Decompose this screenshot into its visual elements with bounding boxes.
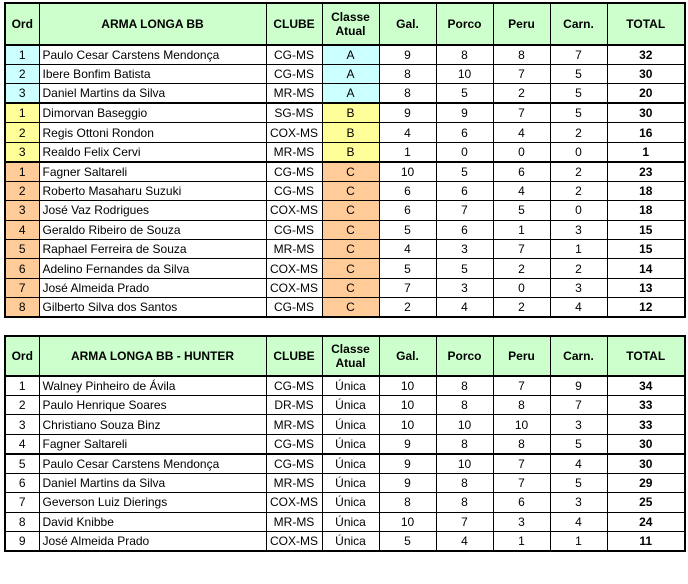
cell-ord: 8: [5, 512, 39, 531]
cell-classe: A: [322, 65, 379, 84]
cell-total: 30: [607, 103, 685, 123]
table-row: [5, 454, 685, 474]
cell-gal: 8: [379, 493, 436, 512]
table-row: [5, 162, 685, 182]
cell-clube: MR-MS: [266, 473, 322, 492]
cell-clube: CG-MS: [266, 434, 322, 454]
cell-carn: 7: [550, 45, 607, 65]
cell-carn: 2: [550, 259, 607, 278]
cell-peru: 6: [493, 493, 550, 512]
cell-gal: 7: [379, 278, 436, 297]
cell-peru: 0: [493, 278, 550, 297]
cell-classe: Única: [322, 493, 379, 512]
cell-carn: 5: [550, 473, 607, 492]
header-classe: Classe Atual: [322, 3, 379, 45]
cell-gal: 5: [379, 531, 436, 551]
arma-longa-bb-hunter-table: [4, 335, 686, 552]
cell-name: Roberto Masaharu Suzuki: [39, 181, 266, 200]
cell-classe: Única: [322, 396, 379, 415]
cell-gal: 4: [379, 123, 436, 142]
cell-gal: 5: [379, 259, 436, 278]
cell-ord: 2: [5, 65, 39, 84]
cell-peru: 0: [493, 142, 550, 162]
cell-gal: 10: [379, 415, 436, 434]
cell-clube: MR-MS: [266, 84, 322, 104]
table-row: [5, 415, 685, 434]
cell-classe: C: [322, 220, 379, 239]
cell-name: David Knibbe: [39, 512, 266, 531]
cell-carn: 2: [550, 181, 607, 200]
cell-porco: 10: [436, 454, 493, 474]
cell-porco: 6: [436, 123, 493, 142]
cell-ord: 2: [5, 396, 39, 415]
table-row: [5, 201, 685, 220]
cell-gal: 8: [379, 65, 436, 84]
cell-carn: 5: [550, 103, 607, 123]
cell-peru: 6: [493, 162, 550, 182]
cell-peru: 2: [493, 84, 550, 104]
header-total: TOTAL: [607, 336, 685, 376]
cell-peru: 7: [493, 239, 550, 258]
cell-gal: 1: [379, 142, 436, 162]
cell-classe: Única: [322, 512, 379, 531]
cell-name: Realdo Felix Cervi: [39, 142, 266, 162]
table-row: [5, 434, 685, 454]
table-row: [5, 259, 685, 278]
cell-clube: COX-MS: [266, 201, 322, 220]
cell-porco: 7: [436, 201, 493, 220]
table-row: [5, 278, 685, 297]
cell-total: 30: [607, 434, 685, 454]
cell-porco: 6: [436, 220, 493, 239]
cell-total: 33: [607, 415, 685, 434]
cell-gal: 6: [379, 181, 436, 200]
cell-porco: 8: [436, 45, 493, 65]
cell-clube: COX-MS: [266, 531, 322, 551]
cell-ord: 7: [5, 278, 39, 297]
cell-total: 30: [607, 65, 685, 84]
table-row: [5, 396, 685, 415]
cell-peru: 1: [493, 531, 550, 551]
cell-carn: 1: [550, 531, 607, 551]
cell-ord: 6: [5, 473, 39, 492]
cell-peru: 5: [493, 201, 550, 220]
cell-gal: 10: [379, 512, 436, 531]
cell-total: 15: [607, 220, 685, 239]
table-row: [5, 142, 685, 162]
cell-total: 32: [607, 45, 685, 65]
cell-ord: 8: [5, 298, 39, 318]
cell-carn: 9: [550, 376, 607, 396]
cell-carn: 3: [550, 220, 607, 239]
cell-total: 34: [607, 376, 685, 396]
cell-total: 15: [607, 239, 685, 258]
cell-carn: 5: [550, 84, 607, 104]
cell-carn: 0: [550, 142, 607, 162]
cell-total: 33: [607, 396, 685, 415]
cell-ord: 3: [5, 415, 39, 434]
header-gal: Gal.: [379, 336, 436, 376]
cell-name: Fagner Saltareli: [39, 434, 266, 454]
cell-gal: 6: [379, 201, 436, 220]
cell-porco: 3: [436, 278, 493, 297]
cell-classe: Única: [322, 434, 379, 454]
table-row: [5, 45, 685, 65]
header-porco: Porco: [436, 3, 493, 45]
cell-name: Gilberto Silva dos Santos: [39, 298, 266, 318]
cell-peru: 7: [493, 454, 550, 474]
cell-classe: C: [322, 239, 379, 258]
cell-total: 1: [607, 142, 685, 162]
cell-name: Raphael Ferreira de Souza: [39, 239, 266, 258]
cell-total: 13: [607, 278, 685, 297]
cell-total: 11: [607, 531, 685, 551]
cell-carn: 7: [550, 396, 607, 415]
table-row: [5, 239, 685, 258]
cell-clube: DR-MS: [266, 396, 322, 415]
cell-peru: 10: [493, 415, 550, 434]
header-porco: Porco: [436, 336, 493, 376]
cell-carn: 4: [550, 454, 607, 474]
cell-porco: 8: [436, 434, 493, 454]
cell-ord: 1: [5, 162, 39, 182]
cell-classe: C: [322, 162, 379, 182]
cell-peru: 7: [493, 65, 550, 84]
cell-total: 18: [607, 201, 685, 220]
cell-carn: 2: [550, 162, 607, 182]
header-classe: Classe Atual: [322, 336, 379, 376]
cell-gal: 5: [379, 220, 436, 239]
cell-total: 23: [607, 162, 685, 182]
cell-clube: CG-MS: [266, 45, 322, 65]
cell-total: 14: [607, 259, 685, 278]
header-clube: CLUBE: [266, 336, 322, 376]
cell-carn: 2: [550, 123, 607, 142]
cell-total: 12: [607, 298, 685, 318]
header-carn: Carn.: [550, 336, 607, 376]
cell-carn: 1: [550, 239, 607, 258]
cell-ord: 1: [5, 376, 39, 396]
cell-porco: 10: [436, 65, 493, 84]
cell-classe: B: [322, 103, 379, 123]
cell-porco: 4: [436, 298, 493, 318]
cell-porco: 5: [436, 162, 493, 182]
header-peru: Peru: [493, 336, 550, 376]
cell-porco: 6: [436, 181, 493, 200]
cell-name: Adelino Fernandes da Silva: [39, 259, 266, 278]
header-clube: CLUBE: [266, 3, 322, 45]
cell-gal: 10: [379, 396, 436, 415]
table-row: [5, 531, 685, 551]
cell-classe: C: [322, 201, 379, 220]
cell-classe: C: [322, 181, 379, 200]
cell-clube: MR-MS: [266, 512, 322, 531]
cell-clube: CG-MS: [266, 298, 322, 318]
cell-classe: A: [322, 84, 379, 104]
cell-clube: COX-MS: [266, 278, 322, 297]
table-row: [5, 493, 685, 512]
cell-porco: 8: [436, 396, 493, 415]
cell-total: 30: [607, 454, 685, 474]
cell-name: Dimorvan Baseggio: [39, 103, 266, 123]
table-row: [5, 181, 685, 200]
cell-carn: 4: [550, 512, 607, 531]
cell-carn: 3: [550, 415, 607, 434]
cell-porco: 10: [436, 415, 493, 434]
cell-porco: 8: [436, 493, 493, 512]
table-header-row: [5, 3, 685, 45]
cell-total: 24: [607, 512, 685, 531]
header-total: TOTAL: [607, 3, 685, 45]
cell-classe: B: [322, 123, 379, 142]
cell-carn: 3: [550, 493, 607, 512]
cell-classe: C: [322, 278, 379, 297]
cell-ord: 1: [5, 45, 39, 65]
cell-gal: 10: [379, 162, 436, 182]
cell-peru: 2: [493, 298, 550, 318]
cell-peru: 8: [493, 396, 550, 415]
table-row: [5, 298, 685, 318]
cell-clube: MR-MS: [266, 415, 322, 434]
cell-ord: 3: [5, 84, 39, 104]
cell-name: Geverson Luiz Dierings: [39, 493, 266, 512]
cell-porco: 8: [436, 376, 493, 396]
cell-peru: 1: [493, 220, 550, 239]
cell-clube: COX-MS: [266, 259, 322, 278]
cell-gal: 2: [379, 298, 436, 318]
cell-name: José Almeida Prado: [39, 531, 266, 551]
cell-carn: 5: [550, 65, 607, 84]
cell-total: 18: [607, 181, 685, 200]
cell-peru: 4: [493, 181, 550, 200]
cell-clube: CG-MS: [266, 220, 322, 239]
cell-total: 25: [607, 493, 685, 512]
cell-gal: 9: [379, 45, 436, 65]
cell-peru: 7: [493, 376, 550, 396]
cell-classe: Única: [322, 531, 379, 551]
cell-ord: 2: [5, 123, 39, 142]
cell-carn: 0: [550, 201, 607, 220]
cell-name: Paulo Henrique Soares: [39, 396, 266, 415]
cell-gal: 9: [379, 454, 436, 474]
cell-total: 29: [607, 473, 685, 492]
cell-gal: 8: [379, 84, 436, 104]
cell-gal: 4: [379, 239, 436, 258]
cell-porco: 5: [436, 84, 493, 104]
table-header-row: [5, 336, 685, 376]
cell-ord: 4: [5, 434, 39, 454]
cell-porco: 8: [436, 473, 493, 492]
cell-gal: 9: [379, 473, 436, 492]
cell-clube: MR-MS: [266, 239, 322, 258]
table-row: [5, 376, 685, 396]
cell-total: 20: [607, 84, 685, 104]
cell-ord: 3: [5, 142, 39, 162]
table-row: [5, 220, 685, 239]
cell-name: Geraldo Ribeiro de Souza: [39, 220, 266, 239]
cell-classe: Única: [322, 454, 379, 474]
cell-clube: MR-MS: [266, 142, 322, 162]
cell-name: Christiano Souza Binz: [39, 415, 266, 434]
cell-peru: 7: [493, 103, 550, 123]
header-name: ARMA LONGA BB: [39, 3, 266, 45]
cell-gal: 9: [379, 103, 436, 123]
cell-ord: 4: [5, 220, 39, 239]
header-peru: Peru: [493, 3, 550, 45]
arma-longa-bb-table: [4, 2, 686, 318]
cell-classe: Única: [322, 473, 379, 492]
table-row: [5, 512, 685, 531]
cell-peru: 8: [493, 434, 550, 454]
cell-name: Daniel Martins da Silva: [39, 473, 266, 492]
cell-classe: C: [322, 298, 379, 318]
cell-peru: 2: [493, 259, 550, 278]
header-ord: Ord: [5, 336, 39, 376]
cell-porco: 5: [436, 259, 493, 278]
cell-total: 16: [607, 123, 685, 142]
cell-ord: 2: [5, 181, 39, 200]
cell-peru: 8: [493, 45, 550, 65]
cell-clube: CG-MS: [266, 454, 322, 474]
cell-peru: 4: [493, 123, 550, 142]
table-row: [5, 84, 685, 104]
cell-porco: 9: [436, 103, 493, 123]
cell-name: Regis Ottoni Rondon: [39, 123, 266, 142]
cell-classe: B: [322, 142, 379, 162]
cell-ord: 7: [5, 493, 39, 512]
cell-gal: 10: [379, 376, 436, 396]
cell-clube: CG-MS: [266, 376, 322, 396]
cell-clube: COX-MS: [266, 123, 322, 142]
cell-carn: 5: [550, 434, 607, 454]
cell-clube: CG-MS: [266, 65, 322, 84]
cell-ord: 1: [5, 103, 39, 123]
cell-porco: 3: [436, 239, 493, 258]
cell-ord: 3: [5, 201, 39, 220]
cell-carn: 4: [550, 298, 607, 318]
cell-name: Ibere Bonfim Batista: [39, 65, 266, 84]
cell-name: Walney Pinheiro de Ávila: [39, 376, 266, 396]
header-gal: Gal.: [379, 3, 436, 45]
cell-name: Paulo Cesar Carstens Mendonça: [39, 45, 266, 65]
cell-classe: Única: [322, 415, 379, 434]
header-name: ARMA LONGA BB - HUNTER: [39, 336, 266, 376]
table-row: [5, 103, 685, 123]
cell-name: Fagner Saltareli: [39, 162, 266, 182]
cell-porco: 0: [436, 142, 493, 162]
header-ord: Ord: [5, 3, 39, 45]
table-row: [5, 123, 685, 142]
cell-peru: 7: [493, 473, 550, 492]
cell-name: Paulo Cesar Carstens Mendonça: [39, 454, 266, 474]
cell-ord: 9: [5, 531, 39, 551]
cell-porco: 4: [436, 531, 493, 551]
cell-carn: 3: [550, 278, 607, 297]
cell-name: Daniel Martins da Silva: [39, 84, 266, 104]
cell-porco: 7: [436, 512, 493, 531]
cell-ord: 6: [5, 259, 39, 278]
cell-clube: COX-MS: [266, 493, 322, 512]
cell-clube: SG-MS: [266, 103, 322, 123]
header-carn: Carn.: [550, 3, 607, 45]
cell-ord: 5: [5, 454, 39, 474]
cell-peru: 3: [493, 512, 550, 531]
cell-classe: C: [322, 259, 379, 278]
cell-classe: Única: [322, 376, 379, 396]
cell-clube: CG-MS: [266, 162, 322, 182]
cell-name: José Almeida Prado: [39, 278, 266, 297]
cell-gal: 9: [379, 434, 436, 454]
table-row: [5, 473, 685, 492]
table-row: [5, 65, 685, 84]
cell-classe: A: [322, 45, 379, 65]
cell-clube: CG-MS: [266, 181, 322, 200]
cell-ord: 5: [5, 239, 39, 258]
cell-name: José Vaz Rodrigues: [39, 201, 266, 220]
